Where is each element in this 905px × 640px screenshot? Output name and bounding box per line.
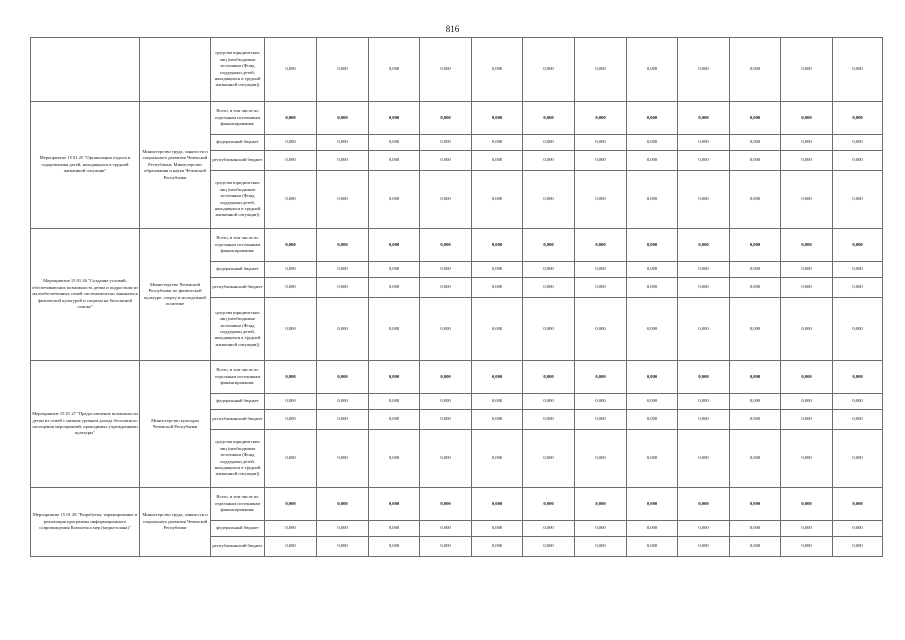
value-cell: 0,000 [472,430,523,488]
value-cell: 0,000 [420,151,472,171]
value-cell: 0,000 [781,38,833,102]
value-cell: 0,000 [730,151,781,171]
value-cell: 0,000 [369,171,420,229]
value-cell: 0,000 [781,537,833,557]
value-cell: 0,000 [781,135,833,151]
value-cell: 0,000 [265,229,317,262]
value-cell: 0,000 [730,410,781,430]
value-cell: 0,000 [265,102,317,135]
executor-cell: Министерство труда, занятости и социального развития Чеченской Республики [140,488,211,557]
value-cell: 0,000 [317,430,369,488]
funding-source-cell: федеральный бюджет [211,394,265,410]
value-cell: 0,000 [369,262,420,278]
value-cell: 0,000 [523,171,575,229]
value-cell: 0,000 [575,229,627,262]
table-row [31,229,883,262]
value-cell: 0,000 [265,521,317,537]
value-cell: 0,000 [317,135,369,151]
value-cell: 0,000 [833,262,883,278]
value-cell: 0,000 [575,262,627,278]
value-cell: 0,000 [523,488,575,521]
value-cell: 0,000 [317,151,369,171]
value-cell: 0,000 [833,102,883,135]
value-cell: 0,000 [472,361,523,394]
value-cell: 0,000 [472,278,523,298]
value-cell: 0,000 [627,262,678,278]
value-cell: 0,000 [472,537,523,557]
value-cell: 0,000 [627,278,678,298]
value-cell: 0,000 [678,394,730,410]
value-cell: 0,000 [523,537,575,557]
value-cell: 0,000 [317,521,369,537]
value-cell: 0,000 [265,38,317,102]
value-cell: 0,000 [730,262,781,278]
value-cell: 0,000 [678,278,730,298]
measure-cell: Мероприятие 15 01 25 "Организация отдыха и оздоровления детей, находящихся в трудной жизненной ситуации" [31,102,140,229]
value-cell: 0,000 [627,298,678,361]
value-cell: 0,000 [420,361,472,394]
value-cell: 0,000 [523,298,575,361]
value-cell: 0,000 [678,229,730,262]
value-cell: 0,000 [730,521,781,537]
value-cell: 0,000 [472,38,523,102]
value-cell: 0,000 [575,135,627,151]
value-cell: 0,000 [678,102,730,135]
value-cell: 0,000 [369,361,420,394]
value-cell: 0,000 [317,262,369,278]
funding-source-cell: федеральный бюджет [211,521,265,537]
value-cell: 0,000 [369,38,420,102]
value-cell: 0,000 [472,298,523,361]
value-cell: 0,000 [781,430,833,488]
value-cell: 0,000 [369,537,420,557]
value-cell: 0,000 [523,38,575,102]
value-cell: 0,000 [317,278,369,298]
value-cell: 0,000 [523,521,575,537]
value-cell: 0,000 [781,102,833,135]
value-cell: 0,000 [317,102,369,135]
value-cell: 0,000 [833,521,883,537]
value-cell: 0,000 [833,278,883,298]
value-cell: 0,000 [575,361,627,394]
value-cell: 0,000 [472,262,523,278]
value-cell: 0,000 [523,151,575,171]
value-cell: 0,000 [472,135,523,151]
value-cell: 0,000 [627,410,678,430]
value-cell: 0,000 [575,521,627,537]
value-cell: 0,000 [369,278,420,298]
value-cell: 0,000 [833,488,883,521]
funding-source-cell: республиканский бюджет [211,537,265,557]
value-cell: 0,000 [472,171,523,229]
value-cell: 0,000 [730,298,781,361]
value-cell: 0,000 [420,298,472,361]
value-cell: 0,000 [369,521,420,537]
value-cell: 0,000 [730,171,781,229]
value-cell: 0,000 [833,537,883,557]
value-cell: 0,000 [472,488,523,521]
table-row [31,361,883,394]
value-cell: 0,000 [781,171,833,229]
value-cell: 0,000 [523,430,575,488]
value-cell: 0,000 [523,135,575,151]
funding-source-cell: средства юридических лиц (необходимые источники (Фонд поддержки детей, находящихся в трудной жизненной ситуации)) [211,298,265,361]
value-cell: 0,000 [420,410,472,430]
value-cell: 0,000 [369,410,420,430]
value-cell: 0,000 [678,361,730,394]
funding-source-cell: средства юридических лиц (необходимые источники (Фонд поддержки детей, находящихся в трудной жизненной ситуации)) [211,38,265,102]
funding-source-cell: федеральный бюджет [211,262,265,278]
value-cell: 0,000 [833,410,883,430]
value-cell: 0,000 [781,151,833,171]
executor-cell: Министерство Чеченской Республики по физической культуре, спорту и молодежной политике [140,229,211,361]
value-cell: 0,000 [781,262,833,278]
value-cell: 0,000 [627,135,678,151]
value-cell: 0,000 [575,410,627,430]
value-cell: 0,000 [523,361,575,394]
funding-source-cell: Всего, в том числе по отдельным источникам финансирования: [211,229,265,262]
value-cell: 0,000 [730,135,781,151]
value-cell: 0,000 [627,171,678,229]
value-cell: 0,000 [627,537,678,557]
value-cell: 0,000 [833,298,883,361]
value-cell: 0,000 [678,430,730,488]
value-cell: 0,000 [265,361,317,394]
value-cell: 0,000 [833,361,883,394]
value-cell: 0,000 [730,38,781,102]
value-cell: 0,000 [317,229,369,262]
value-cell: 0,000 [833,135,883,151]
value-cell: 0,000 [317,488,369,521]
value-cell: 0,000 [781,361,833,394]
value-cell: 0,000 [317,38,369,102]
value-cell: 0,000 [678,135,730,151]
value-cell: 0,000 [420,430,472,488]
value-cell: 0,000 [265,151,317,171]
funding-source-cell: средства юридических лиц (необходимые источники (Фонд поддержки детей, находящихся в трудной жизненной ситуации)) [211,171,265,229]
table-row [31,38,883,102]
value-cell: 0,000 [833,229,883,262]
value-cell: 0,000 [523,262,575,278]
value-cell: 0,000 [265,430,317,488]
executor-cell: Министерство труда, занятости и социального развития Чеченской Республики, Министерство образования и науки Чеченской Республики [140,102,211,229]
value-cell: 0,000 [627,229,678,262]
table-row [31,488,883,521]
value-cell: 0,000 [265,135,317,151]
value-cell: 0,000 [833,430,883,488]
value-cell: 0,000 [369,430,420,488]
value-cell: 0,000 [627,38,678,102]
value-cell: 0,000 [781,229,833,262]
value-cell: 0,000 [678,262,730,278]
value-cell: 0,000 [420,537,472,557]
value-cell: 0,000 [420,521,472,537]
value-cell: 0,000 [730,488,781,521]
value-cell: 0,000 [265,262,317,278]
value-cell: 0,000 [472,151,523,171]
value-cell: 0,000 [420,394,472,410]
value-cell: 0,000 [575,298,627,361]
funding-source-cell: средства юридических лиц (необходимые источники (Фонд поддержки детей, находящихся в трудной жизненной ситуации)) [211,430,265,488]
value-cell: 0,000 [420,262,472,278]
budget-table [30,37,883,557]
value-cell: 0,000 [575,278,627,298]
value-cell: 0,000 [627,488,678,521]
table-row [31,102,883,135]
value-cell: 0,000 [781,488,833,521]
value-cell: 0,000 [575,488,627,521]
value-cell: 0,000 [420,488,472,521]
value-cell: 0,000 [472,394,523,410]
measure-cell [31,38,140,102]
funding-source-cell: Всего, в том числе по отдельным источникам финансирования: [211,102,265,135]
value-cell: 0,000 [317,298,369,361]
value-cell: 0,000 [627,361,678,394]
value-cell: 0,000 [420,135,472,151]
value-cell: 0,000 [369,135,420,151]
value-cell: 0,000 [317,361,369,394]
value-cell: 0,000 [678,537,730,557]
value-cell: 0,000 [369,102,420,135]
measure-cell: Мероприятие 15 01 27 "Предоставление возможности детям из семей с низким уровнем дохода бесплатного посещения мероприятий, проводимых учреждениями культуры" [31,361,140,488]
value-cell: 0,000 [627,151,678,171]
measure-cell: Мероприятие 15 01 28 "Разработка, тиражирование и реализация программы информационного сопровождения Комплекса мер (медиа-плана)" [31,488,140,557]
value-cell: 0,000 [575,394,627,410]
value-cell: 0,000 [730,229,781,262]
funding-source-cell: республиканский бюджет [211,410,265,430]
funding-source-cell: республиканский бюджет [211,278,265,298]
value-cell: 0,000 [730,102,781,135]
value-cell: 0,000 [833,171,883,229]
value-cell: 0,000 [575,171,627,229]
value-cell: 0,000 [575,102,627,135]
value-cell: 0,000 [678,171,730,229]
value-cell: 0,000 [575,38,627,102]
value-cell: 0,000 [730,537,781,557]
value-cell: 0,000 [472,229,523,262]
value-cell: 0,000 [730,394,781,410]
value-cell: 0,000 [369,394,420,410]
value-cell: 0,000 [678,298,730,361]
value-cell: 0,000 [472,102,523,135]
value-cell: 0,000 [523,229,575,262]
value-cell: 0,000 [265,298,317,361]
measure-cell: Мероприятие 15 01 26 "Создание условий, обеспечивающих возможность детям и подросткам из малообеспеченных семей систематически заниматься физической культурой и спортом на бесплатной основе" [31,229,140,361]
value-cell: 0,000 [523,394,575,410]
value-cell: 0,000 [420,278,472,298]
value-cell: 0,000 [833,151,883,171]
page-number: 816 [445,24,460,34]
value-cell: 0,000 [420,171,472,229]
value-cell: 0,000 [265,278,317,298]
value-cell: 0,000 [472,410,523,430]
value-cell: 0,000 [678,151,730,171]
value-cell: 0,000 [678,488,730,521]
value-cell: 0,000 [420,38,472,102]
value-cell: 0,000 [833,394,883,410]
value-cell: 0,000 [265,537,317,557]
value-cell: 0,000 [523,102,575,135]
funding-source-cell: Всего, в том числе по отдельным источникам финансирования: [211,488,265,521]
value-cell: 0,000 [420,102,472,135]
value-cell: 0,000 [369,151,420,171]
value-cell: 0,000 [730,430,781,488]
value-cell: 0,000 [317,537,369,557]
value-cell: 0,000 [678,521,730,537]
value-cell: 0,000 [317,171,369,229]
value-cell: 0,000 [265,488,317,521]
funding-source-cell: Всего, в том числе по отдельным источникам финансирования: [211,361,265,394]
value-cell: 0,000 [627,430,678,488]
value-cell: 0,000 [575,151,627,171]
value-cell: 0,000 [730,361,781,394]
value-cell: 0,000 [781,278,833,298]
value-cell: 0,000 [627,394,678,410]
value-cell: 0,000 [627,102,678,135]
value-cell: 0,000 [420,229,472,262]
value-cell: 0,000 [369,488,420,521]
value-cell: 0,000 [369,229,420,262]
value-cell: 0,000 [781,394,833,410]
value-cell: 0,000 [678,410,730,430]
value-cell: 0,000 [472,521,523,537]
value-cell: 0,000 [265,410,317,430]
executor-cell: Министерство культуры Чеченской Республики [140,361,211,488]
executor-cell [140,38,211,102]
value-cell: 0,000 [781,521,833,537]
value-cell: 0,000 [369,298,420,361]
value-cell: 0,000 [781,410,833,430]
value-cell: 0,000 [575,537,627,557]
value-cell: 0,000 [678,38,730,102]
value-cell: 0,000 [730,278,781,298]
value-cell: 0,000 [523,410,575,430]
funding-source-cell: федеральный бюджет [211,135,265,151]
value-cell: 0,000 [317,410,369,430]
value-cell: 0,000 [265,171,317,229]
value-cell: 0,000 [575,430,627,488]
value-cell: 0,000 [523,278,575,298]
value-cell: 0,000 [317,394,369,410]
value-cell: 0,000 [833,38,883,102]
value-cell: 0,000 [627,521,678,537]
value-cell: 0,000 [781,298,833,361]
funding-source-cell: республиканский бюджет [211,151,265,171]
value-cell: 0,000 [265,394,317,410]
